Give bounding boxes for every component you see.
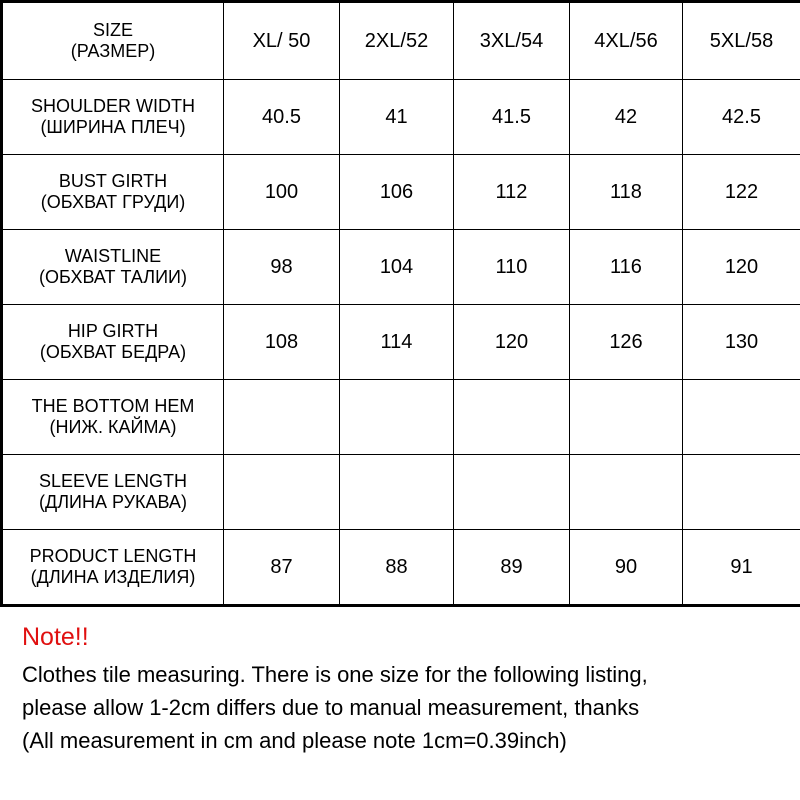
table-header-row [2, 2, 800, 80]
row-label-en: HIP GIRTH [67, 321, 159, 341]
table-cell: 106 [340, 155, 454, 230]
row-label-cell [2, 230, 224, 305]
header-label-en: SIZE [92, 20, 133, 40]
table-row-shoulder-width [2, 80, 800, 155]
table-cell [340, 455, 454, 530]
size-column-header: 2XL/52 [340, 2, 454, 80]
row-label-en: SLEEVE LENGTH [38, 471, 188, 491]
row-label-ru: (ДЛИНА ИЗДЕЛИЯ) [30, 567, 196, 587]
row-label-cell [2, 80, 224, 155]
table-cell: 120 [683, 230, 800, 305]
size-column-header: 5XL/58 [683, 2, 800, 80]
table-cell: 108 [224, 305, 340, 380]
row-label-en: WAISTLINE [64, 246, 162, 266]
table-cell: 41 [340, 80, 454, 155]
table-cell: 87 [224, 530, 340, 606]
table-cell: 42 [570, 80, 683, 155]
note-title: Note!! [22, 623, 89, 651]
row-label-cell [2, 305, 224, 380]
table-cell: 89 [454, 530, 570, 606]
row-label-ru: (ШИРИНА ПЛЕЧ) [40, 117, 186, 137]
table-cell [224, 380, 340, 455]
row-label-cell [2, 530, 224, 606]
table-cell: 116 [570, 230, 683, 305]
table-row-product-length [2, 530, 800, 606]
table-row-sleeve-length [2, 455, 800, 530]
table-cell: 130 [683, 305, 800, 380]
row-label-en: PRODUCT LENGTH [29, 546, 197, 566]
table-cell [340, 380, 454, 455]
table-cell [683, 380, 800, 455]
row-label-ru: (НИЖ. КАЙМА) [49, 417, 177, 437]
table-cell: 110 [454, 230, 570, 305]
table-cell: 112 [454, 155, 570, 230]
row-label-ru: (ОБХВАТ БЕДРА) [39, 342, 187, 362]
size-header-cell [2, 2, 224, 80]
row-label-ru: (ОБХВАТ ТАЛИИ) [39, 267, 187, 287]
note-line: Clothes tile measuring. There is one size for the following listing, [22, 662, 648, 687]
row-label-cell [2, 155, 224, 230]
table-cell: 88 [340, 530, 454, 606]
table-cell: 114 [340, 305, 454, 380]
size-column-header: 3XL/54 [454, 2, 570, 80]
table-cell [570, 380, 683, 455]
table-cell [224, 455, 340, 530]
table-cell: 42.5 [683, 80, 800, 155]
size-column-header: 4XL/56 [570, 2, 683, 80]
table-cell [454, 455, 570, 530]
table-cell: 100 [224, 155, 340, 230]
table-cell: 126 [570, 305, 683, 380]
row-label-ru: (ОБХВАТ ГРУДИ) [40, 192, 186, 212]
table-cell: 98 [224, 230, 340, 305]
row-label-en: BUST GIRTH [58, 171, 168, 191]
table-cell: 40.5 [224, 80, 340, 155]
table-cell: 118 [570, 155, 683, 230]
size-column-header: XL/ 50 [224, 2, 340, 80]
row-label-cell [2, 380, 224, 455]
table-cell: 91 [683, 530, 800, 606]
table-row-hip-girth [2, 305, 800, 380]
table-cell: 41.5 [454, 80, 570, 155]
row-label-en: THE BOTTOM HEM [31, 396, 195, 416]
note-line: please allow 1-2cm differs due to manual measurement, thanks [22, 695, 640, 720]
table-row-bust-girth [2, 155, 800, 230]
table-row-waistline [2, 230, 800, 305]
table-cell [454, 380, 570, 455]
note-line: (All measurement in cm and please note 1cm=0.39inch) [22, 728, 567, 753]
row-label-cell [2, 455, 224, 530]
table-cell [570, 455, 683, 530]
table-cell: 104 [340, 230, 454, 305]
table-cell: 122 [683, 155, 800, 230]
table-cell: 120 [454, 305, 570, 380]
table-cell: 90 [570, 530, 683, 606]
table-row-bottom-hem [2, 380, 800, 455]
table-cell [683, 455, 800, 530]
measurement-note [22, 622, 798, 757]
row-label-ru: (ДЛИНА РУКАВА) [39, 492, 187, 512]
row-label-en: SHOULDER WIDTH [30, 96, 195, 116]
header-label-ru: (РАЗМЕР) [70, 41, 156, 61]
